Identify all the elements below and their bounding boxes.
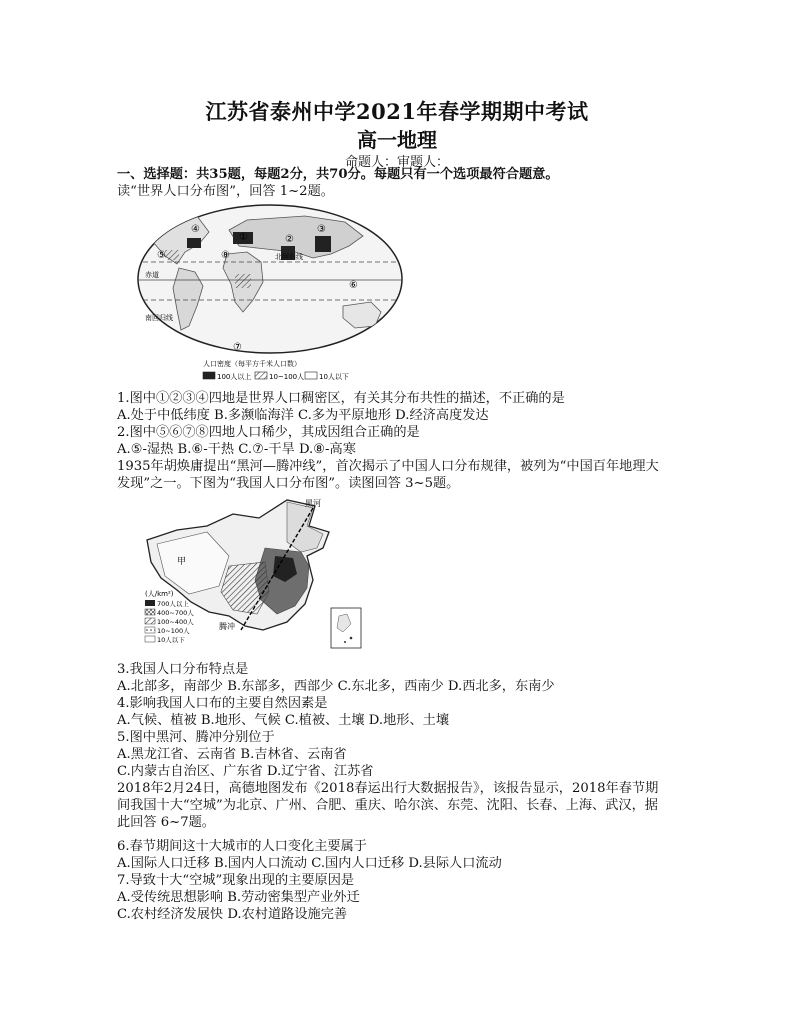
jia-label: 甲 (177, 557, 187, 567)
question-2-stem: 2.图中⑤⑥⑦⑧四地人口稀少，其成因组合正确的是 (117, 425, 420, 440)
map-label-1: ① (239, 232, 248, 243)
tropic-north-label: 北回归线 (275, 253, 303, 261)
exam-subject: 高一地理 (357, 128, 437, 152)
map-label-3: ③ (317, 224, 326, 235)
china-legend-1: 700人以上 (157, 600, 189, 608)
passage-chunyun-line2: 间我国十大“空城”为北京、广州、合肥、重庆、哈尔滨、东莞、沈阳、长春、上海、武汉，据 (117, 798, 658, 813)
question-6-options: A.国际人口迁移 B.国内人口流动 C.国内人口迁移 D.县际人口流动 (117, 856, 502, 871)
question-3-options: A.北部多，南部少 B.东部多，西部少 C.东北多，西南少 D.西北多，东南少 (117, 679, 555, 694)
china-legend-2: 400~700人 (157, 609, 194, 617)
map-label-4: ④ (191, 224, 200, 235)
question-3-stem: 3.我国人口分布特点是 (117, 662, 249, 677)
world-legend-sparse: 10人以下 (319, 373, 349, 381)
passage-heihe-line1: 1935年胡焕庸提出“黑河—腾冲线”，首次揭示了中国人口分布规律，被列为“中国百年地理大 (117, 459, 659, 474)
world-legend-medium: 10~100人 (269, 373, 305, 381)
question-6-stem: 6.春节期间这十大城市的人口变化主要属于 (117, 839, 367, 854)
tropic-south-label: 南回归线 (145, 314, 173, 322)
question-2-options: A.⑤-湿热 B.⑥-干热 C.⑦-干旱 D.⑧-高寒 (117, 442, 356, 457)
exam-authors: 命题人：审题人： (344, 155, 449, 170)
question-1-stem: 1.图中①②③④四地是世界人口稠密区，有关其分布共性的描述，不正确的是 (117, 391, 565, 406)
map-label-8: ⑧ (221, 250, 230, 261)
world-population-map (135, 202, 405, 388)
section-intro: 读“世界人口分布图”，回答 1~2题。 (117, 184, 334, 199)
world-legend-title: 人口密度（每平方千米人口数） (203, 360, 301, 368)
exam-title: 江苏省泰州中学2021年春学期期中考试 (205, 99, 589, 124)
question-7-options-ab: A.受传统思想影响 B.劳动密集型产业外迁 (117, 890, 360, 905)
china-legend-4: 10~100人 (157, 627, 190, 635)
question-7-options-cd: C.农村经济发展快 D.农村道路设施完善 (117, 907, 348, 922)
map-label-5: ⑤ (157, 250, 166, 261)
map-label-2: ② (285, 234, 294, 245)
china-legend-5: 10人以下 (157, 636, 185, 644)
china-population-map (137, 496, 377, 660)
question-5-options-ab: A.黑龙江省、云南省 B.吉林省、云南省 (117, 747, 347, 762)
question-7-stem: 7.导致十大“空城”现象出现的主要原因是 (117, 873, 355, 888)
china-legend-title: (人/km²) (145, 590, 174, 598)
heihe-label: 黑河 (305, 499, 321, 508)
tengchong-label: 腾冲 (219, 622, 235, 631)
question-4-options: A.气候、植被 B.地形、气候 C.植被、土壤 D.地形、土壤 (117, 713, 450, 728)
china-legend-3: 100~400人 (157, 618, 194, 626)
question-4-stem: 4.影响我国人口布的主要自然因素是 (117, 696, 328, 711)
passage-chunyun-line3: 此回答 6~7题。 (117, 815, 215, 830)
question-5-stem: 5.图中黑河、腾冲分别位于 (117, 730, 275, 745)
passage-heihe-line2: 发现”之一。下图为“我国人口分布图”。读图回答 3~5题。 (117, 476, 460, 491)
section-heading: 一、选择题：共35题，每题2分，共70分。每题只有一个选项最符合题意。 (117, 167, 559, 182)
question-1-options: A.处于中低纬度 B.多濒临海洋 C.多为平原地形 D.经济高度发达 (117, 408, 489, 423)
map-label-6: ⑥ (349, 280, 358, 291)
equator-label: 赤道 (145, 271, 159, 279)
world-legend-dense: 100人以上 (217, 373, 252, 381)
map-label-7: ⑦ (233, 342, 242, 353)
question-5-options-cd: C.内蒙古自治区、广东省 D.辽宁省、江苏省 (117, 764, 374, 779)
passage-chunyun-line1: 2018年2月24日，高德地图发布《2018春运出行大数据报告》，该报告显示，2018年春节期 (117, 781, 659, 796)
